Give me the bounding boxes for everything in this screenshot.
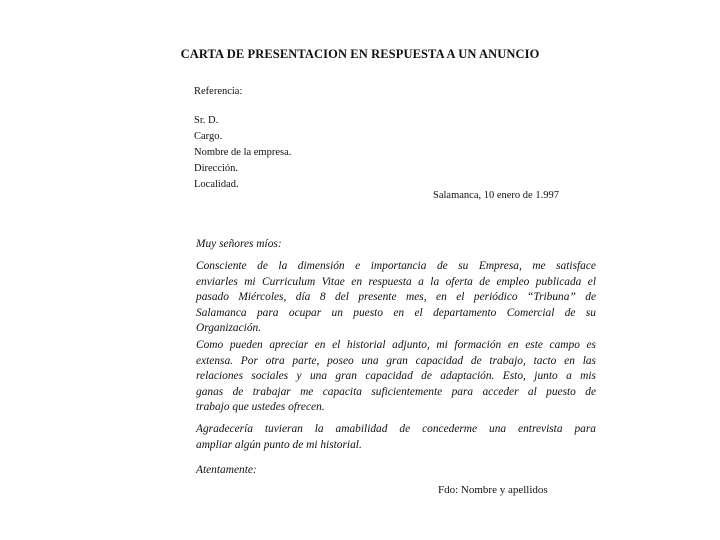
paragraph-3 [196, 422, 596, 453]
recipient-position: Cargo. [194, 131, 223, 142]
recipient-name: Sr. D. [194, 115, 219, 126]
paragraph-2-line: relaciones sociales y una gran capacidad de adaptación. Esto, junto a mis [196, 370, 596, 383]
paragraph-1-line: Organización. [196, 322, 262, 335]
letter-title: CARTA DE PRESENTACION EN RESPUESTA A UN ANUNCIO [180, 47, 540, 61]
paragraph-3-line: ampliar algún punto de mi historial. [196, 438, 362, 451]
closing: Atentamente: [196, 464, 257, 476]
paragraph-1-line: pasado Miércoles, día 8 del presente mes, en el periódico “Tribuna” de [196, 291, 596, 304]
date-line: Salamanca, 10 enero de 1.997 [433, 190, 559, 201]
recipient-company: Nombre de la empresa. [194, 147, 292, 158]
recipient-city: Localidad. [194, 179, 239, 190]
paragraph-2-line: extensa. Por otra parte, poseo una gran capacidad de trabajo, tacto en las [196, 354, 596, 367]
paragraph-1 [196, 259, 596, 337]
salutation: Muy señores míos: [196, 238, 282, 250]
paragraph-2-line: ganas de trabajar me capacita suficientemente para acceder al puesto de [196, 385, 596, 398]
reference-label: Referencia: [194, 86, 243, 97]
paragraph-2-line: Como pueden apreciar en el historial adjunto, mi formación en este campo es [196, 339, 596, 351]
paragraph-1-line: Salamanca para ocupar un puesto en el departamento Comercial de su [196, 306, 596, 319]
signature-line: Fdo: Nombre y apellidos [438, 484, 548, 496]
paragraph-1-line: enviarles mi Curriculum Vitae en respuesta a la oferta de empleo publicada el [196, 275, 596, 288]
recipient-address: Dirección. [194, 163, 239, 174]
paragraph-2 [196, 338, 596, 416]
paragraph-3-line: Agradecería tuvieran la amabilidad de concederme una entrevista para [196, 423, 596, 435]
paragraph-2-line: trabajo que ustedes ofrecen. [196, 401, 325, 414]
paragraph-1-line: Consciente de la dimensión e importancia de su Empresa, me satisface [196, 260, 596, 272]
